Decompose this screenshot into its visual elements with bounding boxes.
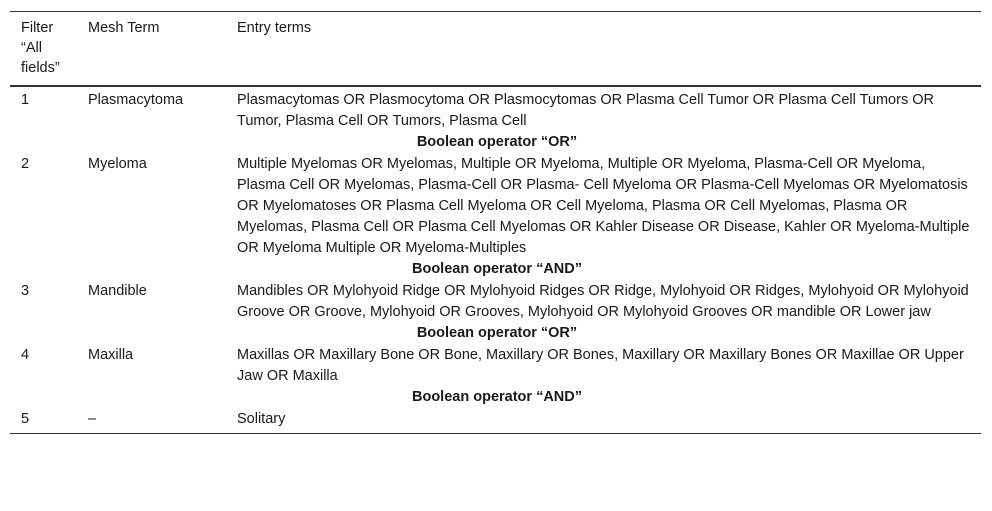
- table-body: [10, 86, 981, 434]
- filter-cell: 4: [21, 347, 30, 363]
- mesh-term-cell: Mandible: [88, 283, 147, 299]
- boolean-operator: Boolean operator “OR”: [416, 134, 578, 150]
- table-row: [10, 86, 981, 132]
- operator-row: [10, 323, 981, 345]
- entry-terms-cell: Maxillas OR Maxillary Bone OR Bone, Maxillary OR Bones, Maxillary OR Maxillary Bones OR Maxillae OR Upper Jaw OR Maxilla: [237, 347, 964, 384]
- table-row: [10, 154, 981, 259]
- mesh-term-cell: Maxilla: [88, 347, 134, 363]
- operator-row: [10, 259, 981, 281]
- mesh-term-cell: Myeloma: [88, 156, 147, 172]
- search-strategy-table: [10, 11, 981, 434]
- search-strategy-table-container: [10, 11, 981, 434]
- header-mesh-term: Mesh Term: [88, 20, 160, 36]
- entry-terms-cell: Plasmacytomas OR Plasmocytoma OR Plasmocytomas OR Plasma Cell Tumor OR Plasma Cell Tumors OR Tumor, Plasma Cell OR Tumors, Plasma Cell: [237, 92, 934, 129]
- filter-cell: 3: [21, 283, 30, 299]
- entry-terms-cell: Multiple Myelomas OR Myelomas, Multiple OR Myeloma, Multiple OR Myeloma, Plasma-Cell OR Myeloma, Plasma Cell OR Myelomas, Plasma-Cell OR Plasma- Cell Myeloma OR Plasma-Cell Myelomas OR Myelomatosis OR Myelomatoses OR Plasma Cell Myeloma OR Cell Myeloma, Plasma OR Cell Myelomas, Plasma OR Myelomas, Plasma Cell OR Plasma Cell Myelomas OR Kahler Disease OR Disease, Kahler OR Myeloma-Multiple OR Myeloma Multiple OR Myeloma-Multiples: [237, 156, 970, 256]
- table-row: [10, 345, 981, 387]
- mesh-term-cell: Plasmacytoma: [88, 92, 184, 108]
- mesh-term-cell: –: [88, 411, 97, 427]
- table-header: [10, 12, 981, 87]
- operator-row: [10, 387, 981, 409]
- header-filter: Filter “All fields”: [21, 20, 60, 76]
- operator-row: [10, 132, 981, 154]
- header-row: [10, 12, 981, 87]
- filter-cell: 2: [21, 156, 30, 172]
- table-row: [10, 281, 981, 323]
- header-entry-terms: Entry terms: [237, 20, 312, 36]
- entry-terms-cell: Solitary: [237, 411, 286, 427]
- filter-cell: 1: [21, 92, 30, 108]
- boolean-operator: Boolean operator “AND”: [412, 389, 582, 405]
- boolean-operator: Boolean operator “AND”: [412, 261, 582, 277]
- table-row: [10, 409, 981, 434]
- filter-cell: 5: [21, 411, 30, 427]
- entry-terms-cell: Mandibles OR Mylohyoid Ridge OR Mylohyoid Ridges OR Ridge, Mylohyoid OR Ridges, Mylohyoid OR Mylohyoid Groove OR Groove, Mylohyoid OR Grooves, Mylohyoid OR Mylohyoid Grooves OR mandible OR Lower jaw: [237, 283, 969, 320]
- boolean-operator: Boolean operator “OR”: [416, 325, 578, 341]
